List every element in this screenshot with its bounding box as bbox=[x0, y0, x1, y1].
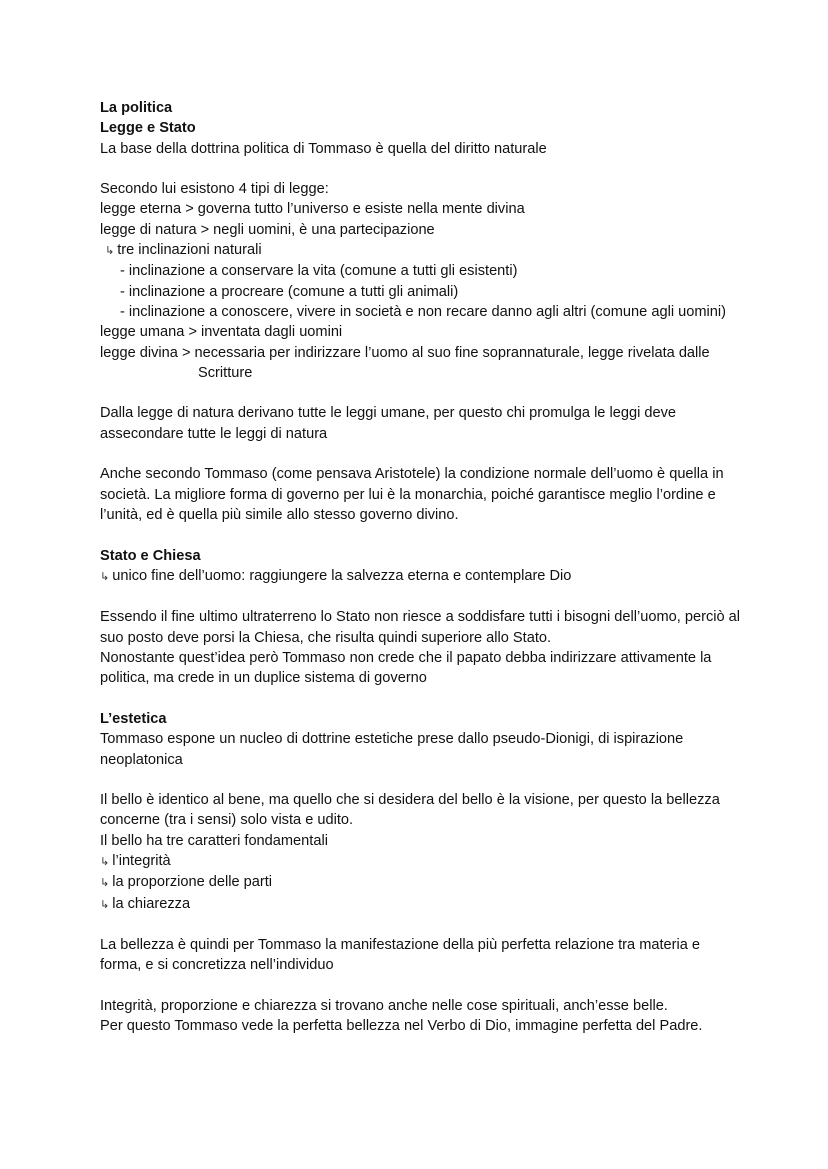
carattere-item: la chiarezza bbox=[112, 895, 191, 912]
inclinazione-item: - inclinazione a conservare la vita (comune a tutti gli esistenti) bbox=[120, 263, 518, 280]
paragraph-line: concerne (tra i sensi) solo vista e udito. bbox=[100, 812, 354, 829]
paragraph-line: neoplatonica bbox=[100, 751, 183, 768]
paragraph-line: Integrità, proporzione e chiarezza si trovano anche nelle cose spirituali, anch’esse belle. bbox=[100, 998, 668, 1015]
heading-estetica: L’estetica bbox=[100, 710, 167, 727]
inclinazione-item: - inclinazione a conoscere, vivere in società e non recare danno agli altri (comune agli uomini) bbox=[120, 303, 726, 320]
arrow-line bbox=[100, 872, 800, 893]
paragraph-line: assecondare tutte le leggi di natura bbox=[100, 425, 328, 442]
carattere-item: la proporzione delle parti bbox=[112, 874, 273, 891]
paragraph-line: Anche secondo Tommaso (come pensava Aristotele) la condizione normale dell’uomo è quella in bbox=[100, 466, 724, 483]
carattere-item: l’integrità bbox=[112, 852, 171, 869]
paragraph-line: Nonostante quest’idea però Tommaso non crede che il papato debba indirizzare attivamente la bbox=[100, 650, 712, 667]
arrow-icon: ↳ bbox=[100, 877, 110, 890]
inclinazione-item: - inclinazione a procreare (comune a tutti gli animali) bbox=[120, 283, 459, 300]
paragraph-line: Per questo Tommaso vede la perfetta bellezza nel Verbo di Dio, immagine perfetta del Padre. bbox=[100, 1018, 703, 1035]
paragraph-line: Dalla legge di natura derivano tutte le leggi umane, per questo chi promulga le leggi deve bbox=[100, 405, 677, 422]
arrow-line-text: unico fine dell’uomo: raggiungere la salvezza eterna e contemplare Dio bbox=[112, 567, 572, 584]
paragraph-line: La base della dottrina politica di Tommaso è quella del diritto naturale bbox=[100, 140, 547, 157]
list-item-legge-divina: legge divina > necessaria per indirizzare l’uomo al suo fine soprannaturale, legge rivelata dalle bbox=[100, 344, 710, 361]
paragraph-line: Il bello è identico al bene, ma quello che si desidera del bello è la visione, per questo la bellezza bbox=[100, 792, 720, 809]
paragraph-line: Il bello ha tre caratteri fondamentali bbox=[100, 832, 328, 849]
paragraph-line: Essendo il fine ultimo ultraterreno lo Stato non riesce a soddisfare tutti i bisogni dell’uomo, perciò al bbox=[100, 609, 741, 626]
list-item-legge-eterna: legge eterna > governa tutto l’universo e esiste nella mente divina bbox=[100, 201, 525, 218]
arrow-line bbox=[100, 566, 800, 587]
arrow-icon: ↳ bbox=[105, 245, 115, 258]
paragraph-line: La bellezza è quindi per Tommaso la manifestazione della più perfetta relazione tra materia e bbox=[100, 937, 701, 954]
list-item-legge-natura: legge di natura > negli uomini, è una partecipazione bbox=[100, 221, 435, 238]
paragraph-line: politica, ma crede in un duplice sistema di governo bbox=[100, 670, 427, 687]
list-item-continuation: Scritture bbox=[198, 364, 253, 381]
sub-item-inclinazioni bbox=[100, 240, 800, 261]
sub-item-label: tre inclinazioni naturali bbox=[117, 242, 262, 259]
arrow-icon: ↳ bbox=[100, 855, 110, 868]
paragraph-line: l’unità, ed è quella più simile allo stesso governo divino. bbox=[100, 506, 459, 523]
subheading-legge-stato: Legge e Stato bbox=[100, 120, 196, 137]
arrow-line bbox=[100, 851, 800, 872]
paragraph-line: Secondo lui esistono 4 tipi di legge: bbox=[100, 181, 329, 198]
arrow-icon: ↳ bbox=[100, 898, 110, 911]
arrow-line bbox=[100, 894, 800, 915]
paragraph-line: suo posto deve porsi la Chiesa, che risulta quindi superiore allo Stato. bbox=[100, 629, 552, 646]
arrow-icon: ↳ bbox=[100, 570, 110, 583]
paragraph-line: società. La migliore forma di governo per lui è la monarchia, poiché garantisce meglio l’ordine e bbox=[100, 486, 716, 503]
paragraph-line: forma, e si concretizza nell’individuo bbox=[100, 957, 334, 974]
list-item-legge-umana: legge umana > inventata dagli uomini bbox=[100, 324, 343, 341]
document-page bbox=[100, 98, 800, 1037]
heading-politica: La politica bbox=[100, 100, 173, 116]
heading-stato-chiesa: Stato e Chiesa bbox=[100, 547, 201, 564]
paragraph-line: Tommaso espone un nucleo di dottrine estetiche prese dallo pseudo-Dionigi, di ispirazione bbox=[100, 731, 684, 748]
